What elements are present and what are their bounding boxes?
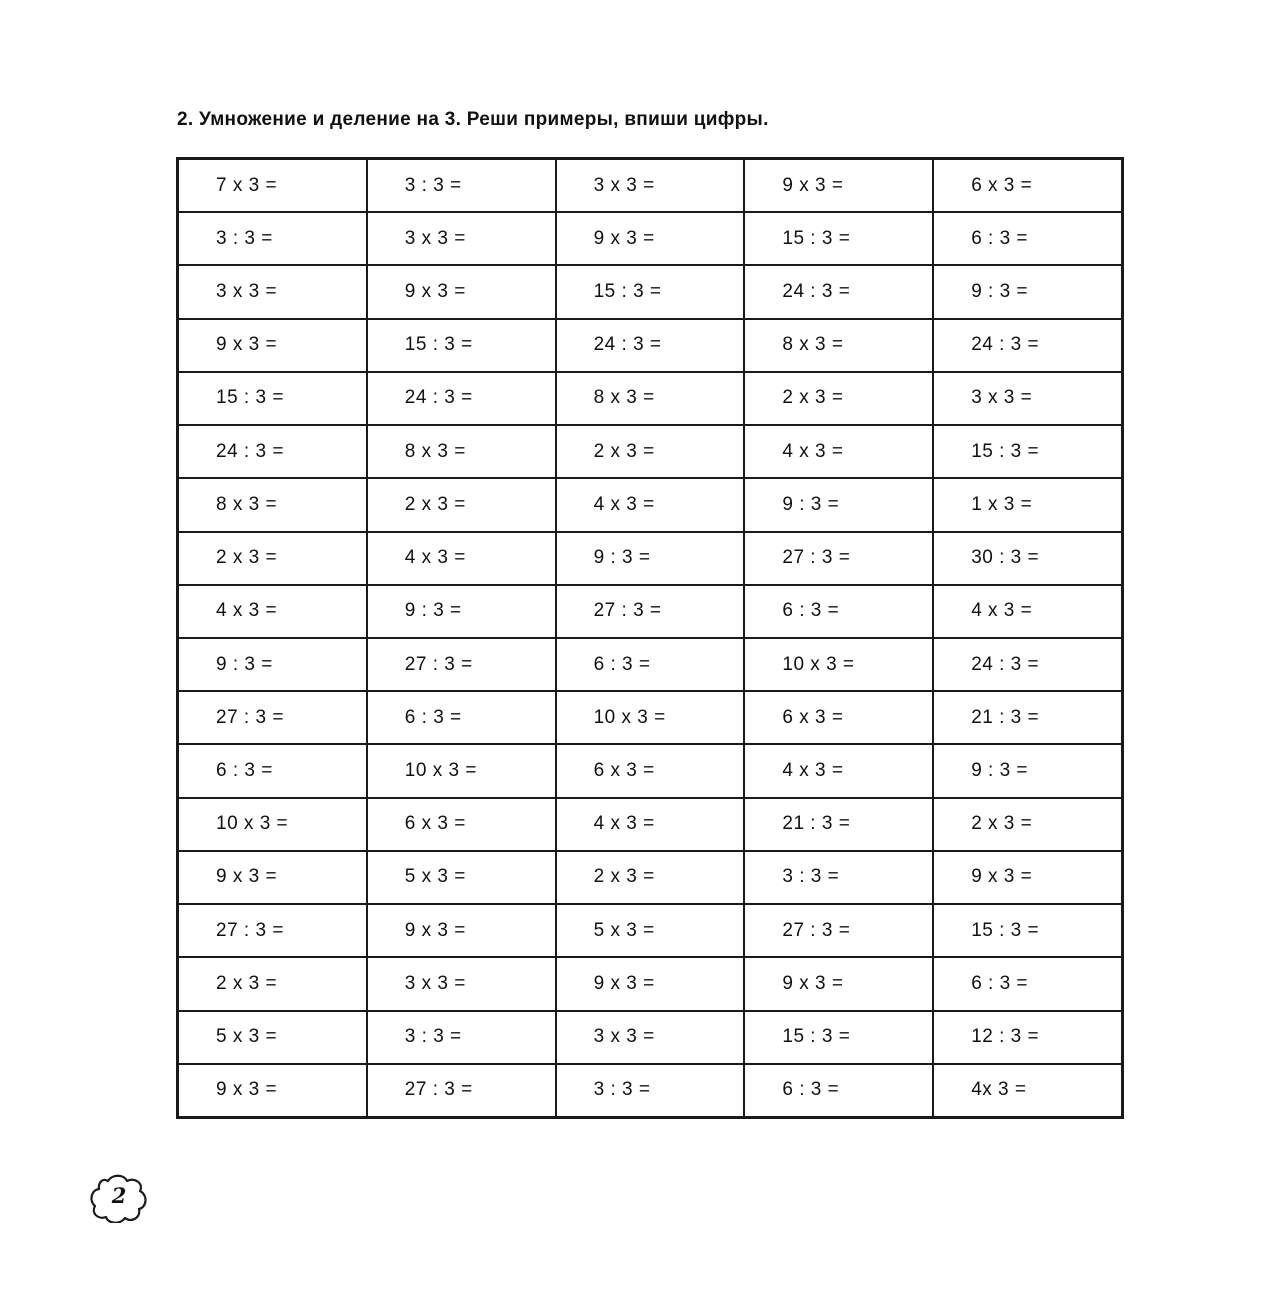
exercise-cell: 24 : 3 =: [367, 372, 556, 425]
exercise-cell: 15 : 3 =: [556, 265, 745, 318]
exercise-cell: 4 x 3 =: [744, 425, 933, 478]
exercise-cell: 2 x 3 =: [556, 851, 745, 904]
exercise-cell: 5 x 3 =: [178, 1011, 367, 1064]
exercise-cell: 27 : 3 =: [178, 691, 367, 744]
exercise-cell: 9 x 3 =: [178, 851, 367, 904]
table-row: [178, 1064, 1122, 1117]
exercise-cell: 3 : 3 =: [556, 1064, 745, 1117]
exercise-cell: 6 : 3 =: [178, 744, 367, 797]
table-row: [178, 1011, 1122, 1064]
table-row: [178, 691, 1122, 744]
exercise-cell: 6 : 3 =: [933, 957, 1122, 1010]
exercise-cell: 6 x 3 =: [933, 159, 1122, 212]
exercise-cell: 24 : 3 =: [933, 638, 1122, 691]
exercise-cell: 5 x 3 =: [367, 851, 556, 904]
exercise-cell: 9 : 3 =: [367, 585, 556, 638]
task-title: 2. Умножение и деление на 3. Реши примеры, впиши цифры.: [177, 109, 769, 130]
exercise-cell: 2 x 3 =: [178, 957, 367, 1010]
exercise-cell: 3 x 3 =: [556, 159, 745, 212]
exercise-cell: 15 : 3 =: [933, 425, 1122, 478]
table-row: [178, 957, 1122, 1010]
exercise-cell: 3 : 3 =: [367, 159, 556, 212]
exercise-cell: 6 : 3 =: [744, 1064, 933, 1117]
exercise-table: [177, 158, 1123, 1118]
exercise-cell: 6 : 3 =: [933, 212, 1122, 265]
exercise-cell: 4 x 3 =: [933, 585, 1122, 638]
exercise-cell: 9 : 3 =: [556, 532, 745, 585]
table-row: [178, 585, 1122, 638]
exercise-cell: 4 x 3 =: [178, 585, 367, 638]
exercise-cell: 3 x 3 =: [178, 265, 367, 318]
exercise-cell: 10 x 3 =: [367, 744, 556, 797]
exercise-cell: 9 x 3 =: [178, 319, 367, 372]
page-number-badge: [90, 1173, 148, 1223]
exercise-cell: 4 x 3 =: [744, 744, 933, 797]
exercise-cell: 21 : 3 =: [933, 691, 1122, 744]
table-row: [178, 532, 1122, 585]
exercise-cell: 12 : 3 =: [933, 1011, 1122, 1064]
exercise-cell: 27 : 3 =: [178, 904, 367, 957]
exercise-cell: 8 x 3 =: [178, 478, 367, 531]
exercise-cell: 9 : 3 =: [933, 744, 1122, 797]
table-row: [178, 265, 1122, 318]
exercise-cell: 27 : 3 =: [744, 904, 933, 957]
exercise-cell: 5 x 3 =: [556, 904, 745, 957]
exercise-cell: 9 x 3 =: [744, 957, 933, 1010]
table-row: [178, 851, 1122, 904]
exercise-cell: 9 x 3 =: [178, 1064, 367, 1117]
exercise-cell: 9 x 3 =: [933, 851, 1122, 904]
exercise-cell: 2 x 3 =: [178, 532, 367, 585]
exercise-cell: 7 x 3 =: [178, 159, 367, 212]
exercise-cell: 4x 3 =: [933, 1064, 1122, 1117]
exercise-cell: 30 : 3 =: [933, 532, 1122, 585]
exercise-cell: 3 : 3 =: [744, 851, 933, 904]
exercise-cell: 10 x 3 =: [178, 798, 367, 851]
exercise-cell: 27 : 3 =: [744, 532, 933, 585]
exercise-cell: 24 : 3 =: [556, 319, 745, 372]
exercise-cell: 3 x 3 =: [933, 372, 1122, 425]
exercise-cell: 15 : 3 =: [744, 212, 933, 265]
exercise-cell: 2 x 3 =: [933, 798, 1122, 851]
exercise-cell: 3 x 3 =: [367, 957, 556, 1010]
exercise-cell: 24 : 3 =: [744, 265, 933, 318]
table-row: [178, 478, 1122, 531]
exercise-cell: 9 x 3 =: [744, 159, 933, 212]
exercise-cell: 4 x 3 =: [367, 532, 556, 585]
exercise-cell: 9 : 3 =: [178, 638, 367, 691]
table-row: [178, 904, 1122, 957]
exercise-cell: 6 x 3 =: [367, 798, 556, 851]
exercise-cell: 6 : 3 =: [367, 691, 556, 744]
exercise-cell: 1 x 3 =: [933, 478, 1122, 531]
exercise-cell: 6 : 3 =: [556, 638, 745, 691]
exercise-cell: 8 x 3 =: [367, 425, 556, 478]
exercise-cell: 15 : 3 =: [933, 904, 1122, 957]
exercise-cell: 9 x 3 =: [556, 212, 745, 265]
exercise-cell: 4 x 3 =: [556, 478, 745, 531]
table-row: [178, 425, 1122, 478]
exercise-cell: 9 x 3 =: [556, 957, 745, 1010]
exercise-cell: 3 : 3 =: [178, 212, 367, 265]
exercise-cell: 2 x 3 =: [367, 478, 556, 531]
exercise-cell: 15 : 3 =: [744, 1011, 933, 1064]
exercise-cell: 6 x 3 =: [556, 744, 745, 797]
exercise-cell: 24 : 3 =: [933, 319, 1122, 372]
table-row: [178, 372, 1122, 425]
table-row: [178, 638, 1122, 691]
exercise-cell: 15 : 3 =: [178, 372, 367, 425]
exercise-cell: 2 x 3 =: [556, 425, 745, 478]
table-row: [178, 744, 1122, 797]
exercise-cell: 9 x 3 =: [367, 265, 556, 318]
exercise-cell: 3 : 3 =: [367, 1011, 556, 1064]
exercise-cell: 4 x 3 =: [556, 798, 745, 851]
exercise-cell: 21 : 3 =: [744, 798, 933, 851]
exercise-cell: 3 x 3 =: [367, 212, 556, 265]
exercise-cell: 9 : 3 =: [744, 478, 933, 531]
exercise-cell: 27 : 3 =: [367, 1064, 556, 1117]
table-row: [178, 798, 1122, 851]
exercise-cell: 8 x 3 =: [556, 372, 745, 425]
exercise-cell: 9 x 3 =: [367, 904, 556, 957]
exercise-cell: 10 x 3 =: [744, 638, 933, 691]
exercise-cell: 3 x 3 =: [556, 1011, 745, 1064]
exercise-cell: 10 x 3 =: [556, 691, 745, 744]
exercise-cell: 27 : 3 =: [556, 585, 745, 638]
exercise-cell: 9 : 3 =: [933, 265, 1122, 318]
table-row: [178, 319, 1122, 372]
exercise-cell: 2 x 3 =: [744, 372, 933, 425]
exercise-cell: 6 x 3 =: [744, 691, 933, 744]
exercise-cell: 24 : 3 =: [178, 425, 367, 478]
exercise-cell: 27 : 3 =: [367, 638, 556, 691]
exercise-cell: 15 : 3 =: [367, 319, 556, 372]
exercise-cell: 6 : 3 =: [744, 585, 933, 638]
page-number: 2: [111, 1183, 127, 1208]
table-row: [178, 212, 1122, 265]
table-row: [178, 159, 1122, 212]
exercise-cell: 8 x 3 =: [744, 319, 933, 372]
